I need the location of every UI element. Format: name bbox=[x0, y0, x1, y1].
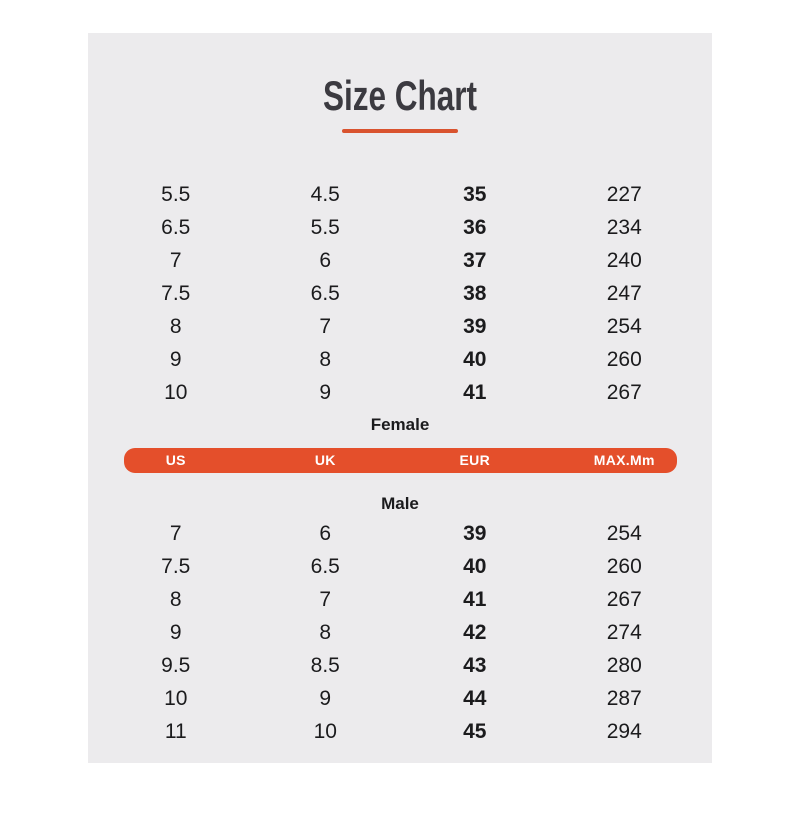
size-cell: 254 bbox=[606, 315, 642, 338]
size-cell: 9 bbox=[319, 381, 332, 404]
size-cell: 41 bbox=[463, 381, 487, 404]
size-cell: 44 bbox=[463, 687, 487, 710]
size-cell: 5.5 bbox=[161, 183, 191, 206]
size-cell: 267 bbox=[606, 381, 642, 404]
size-cell: 280 bbox=[606, 654, 642, 677]
size-cell: 6.5 bbox=[310, 555, 340, 578]
size-cell: 254 bbox=[606, 522, 642, 545]
size-cell: 294 bbox=[606, 720, 642, 743]
size-cell: 267 bbox=[606, 588, 642, 611]
size-cell: 43 bbox=[463, 654, 487, 677]
size-cell: 234 bbox=[606, 216, 642, 239]
size-row bbox=[101, 550, 699, 583]
size-row bbox=[101, 682, 699, 715]
size-cell: 6 bbox=[319, 249, 332, 272]
size-cell: 274 bbox=[606, 621, 642, 644]
size-cell: 260 bbox=[606, 555, 642, 578]
size-cell: 8 bbox=[169, 315, 182, 338]
size-cell: 227 bbox=[606, 183, 642, 206]
column-header-labels bbox=[88, 448, 712, 473]
size-row bbox=[101, 616, 699, 649]
size-row bbox=[101, 583, 699, 616]
column-header-us: US bbox=[165, 452, 186, 468]
column-header-eur: EUR bbox=[459, 452, 490, 468]
size-chart-card bbox=[88, 33, 712, 763]
size-cell: 7 bbox=[169, 249, 182, 272]
size-cell: 45 bbox=[463, 720, 487, 743]
size-cell: 8 bbox=[319, 348, 332, 371]
size-cell: 4.5 bbox=[310, 183, 340, 206]
size-row bbox=[101, 517, 699, 550]
size-cell: 40 bbox=[463, 348, 487, 371]
size-row bbox=[101, 178, 699, 211]
size-row bbox=[101, 649, 699, 682]
size-cell: 8 bbox=[319, 621, 332, 644]
size-cell: 37 bbox=[463, 249, 487, 272]
size-cell: 39 bbox=[463, 522, 487, 545]
size-cell: 7 bbox=[319, 315, 332, 338]
size-cell: 7 bbox=[319, 588, 332, 611]
size-cell: 35 bbox=[463, 183, 487, 206]
size-row bbox=[101, 343, 699, 376]
size-row bbox=[101, 277, 699, 310]
size-cell: 9.5 bbox=[161, 654, 191, 677]
page-title: Size Chart bbox=[322, 72, 478, 119]
size-cell: 36 bbox=[463, 216, 487, 239]
title-underline bbox=[342, 129, 458, 133]
size-cell: 9 bbox=[169, 621, 182, 644]
size-cell: 40 bbox=[463, 555, 487, 578]
section-label-male: Male bbox=[381, 494, 419, 513]
size-row bbox=[101, 211, 699, 244]
size-row bbox=[101, 715, 699, 748]
size-cell: 7.5 bbox=[161, 282, 191, 305]
column-header-uk: UK bbox=[314, 452, 336, 468]
size-row bbox=[101, 376, 699, 409]
size-cell: 247 bbox=[606, 282, 642, 305]
size-cell: 6 bbox=[319, 522, 332, 545]
size-cell: 5.5 bbox=[310, 216, 340, 239]
size-cell: 6.5 bbox=[161, 216, 191, 239]
size-cell: 38 bbox=[463, 282, 487, 305]
size-cell: 240 bbox=[606, 249, 642, 272]
size-cell: 287 bbox=[606, 687, 642, 710]
size-cell: 260 bbox=[606, 348, 642, 371]
column-header-maxmm: MAX.Mm bbox=[593, 452, 655, 468]
size-cell: 8.5 bbox=[310, 654, 340, 677]
size-cell: 10 bbox=[164, 381, 188, 404]
size-cell: 10 bbox=[313, 720, 337, 743]
female-size-table bbox=[88, 178, 712, 409]
size-cell: 8 bbox=[169, 588, 182, 611]
size-cell: 9 bbox=[169, 348, 182, 371]
size-cell: 6.5 bbox=[310, 282, 340, 305]
section-label-female: Female bbox=[370, 415, 430, 434]
size-cell: 7.5 bbox=[161, 555, 191, 578]
size-cell: 9 bbox=[319, 687, 332, 710]
size-cell: 11 bbox=[164, 720, 187, 743]
size-row bbox=[101, 244, 699, 277]
size-cell: 42 bbox=[463, 621, 487, 644]
size-cell: 41 bbox=[463, 588, 487, 611]
column-header-bar bbox=[88, 448, 712, 473]
size-row bbox=[101, 310, 699, 343]
male-size-table bbox=[88, 517, 712, 748]
size-cell: 7 bbox=[169, 522, 182, 545]
size-cell: 10 bbox=[164, 687, 188, 710]
size-cell: 39 bbox=[463, 315, 487, 338]
